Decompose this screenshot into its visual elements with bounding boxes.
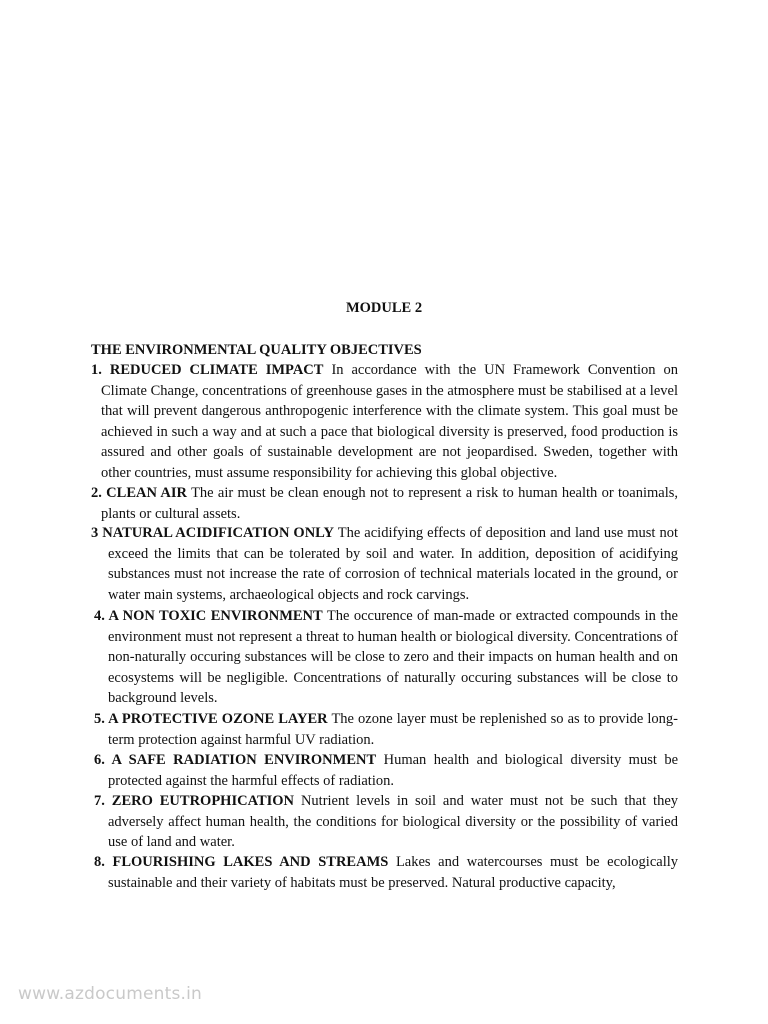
objective-natural-acidification-only xyxy=(91,523,678,605)
objective-body: Nutrient levels in soil and water must not be such that they adversely affect human health, the conditions for biological diversity or the possibility of varied use of land and water. xyxy=(108,793,679,851)
objective-body: Lakes and watercourses must be ecologically sustainable and their variety of habitats must be preserved. Natural productive capacity, xyxy=(108,854,679,891)
objective-body: Human health and biological diversity must be protected against the harmful effects of radiation. xyxy=(108,752,679,789)
objective-heading: 4. A NON TOXIC ENVIRONMENT xyxy=(94,608,323,624)
objective-heading: 6. A SAFE RADIATION ENVIRONMENT xyxy=(94,752,377,768)
objective-body: The occurence of man-made or extracted compounds in the environment must not represent a threat to human health or biological diversity. Concentrations of non-naturally occuring substances will be close to zero and their impacts on human health and on ecosystems will be negligible. Concentrations of naturally occuring substances will be close to background levels. xyxy=(108,608,678,707)
objective-body: The acidifying effects of deposition and land use must not exceed the limits that can be tolerated by soil and water. In addition, deposition of acidifying substances must not increase the rate of corrosion of technical materials located in the ground, or water main systems, archaeological objects and rock carvings. xyxy=(108,525,678,603)
section-heading: THE ENVIRONMENTAL QUALITY OBJECTIVES xyxy=(91,342,422,358)
objective-body: The ozone layer must be replenished so as to provide long-term protection against harmful UV radiation. xyxy=(108,711,678,748)
watermark: www.azdocuments.in xyxy=(18,984,203,1004)
objective-non-toxic-environment xyxy=(94,606,678,709)
objective-zero-eutrophication xyxy=(94,791,678,853)
objective-body: In accordance with the UN Framework Convention on Climate Change, concentrations of greenhouse gases in the atmosphere must be stabilised at a level that will prevent dangerous anthropogenic interference with the climate system. This goal must be achieved in such a way and at such a pace that biological diversity is preserved, food production is assured and other goals of sustainable development are not jeopardised. Sweden, together with other countries, must assume responsibility for achieving this global objective. xyxy=(101,362,679,481)
objective-protective-ozone-layer xyxy=(94,709,678,750)
objective-flourishing-lakes-and-streams xyxy=(94,852,678,893)
objective-reduced-climate-impact xyxy=(91,360,678,484)
objective-heading: 3 NATURAL ACIDIFICATION ONLY xyxy=(91,525,334,541)
module-title: MODULE 2 xyxy=(345,300,423,316)
objective-heading: 5. A PROTECTIVE OZONE LAYER xyxy=(94,711,328,727)
objective-clean-air xyxy=(91,483,678,524)
objective-heading: 8. FLOURISHING LAKES AND STREAMS xyxy=(94,854,389,870)
objective-heading: 7. ZERO EUTROPHICATION xyxy=(94,793,295,809)
objective-body: The air must be clean enough not to represent a risk to human health or toanimals, plants or cultural assets. xyxy=(101,485,678,522)
objective-heading: 2. CLEAN AIR xyxy=(91,485,188,501)
objective-safe-radiation-environment xyxy=(94,750,678,791)
objective-heading: 1. REDUCED CLIMATE IMPACT xyxy=(91,362,324,378)
